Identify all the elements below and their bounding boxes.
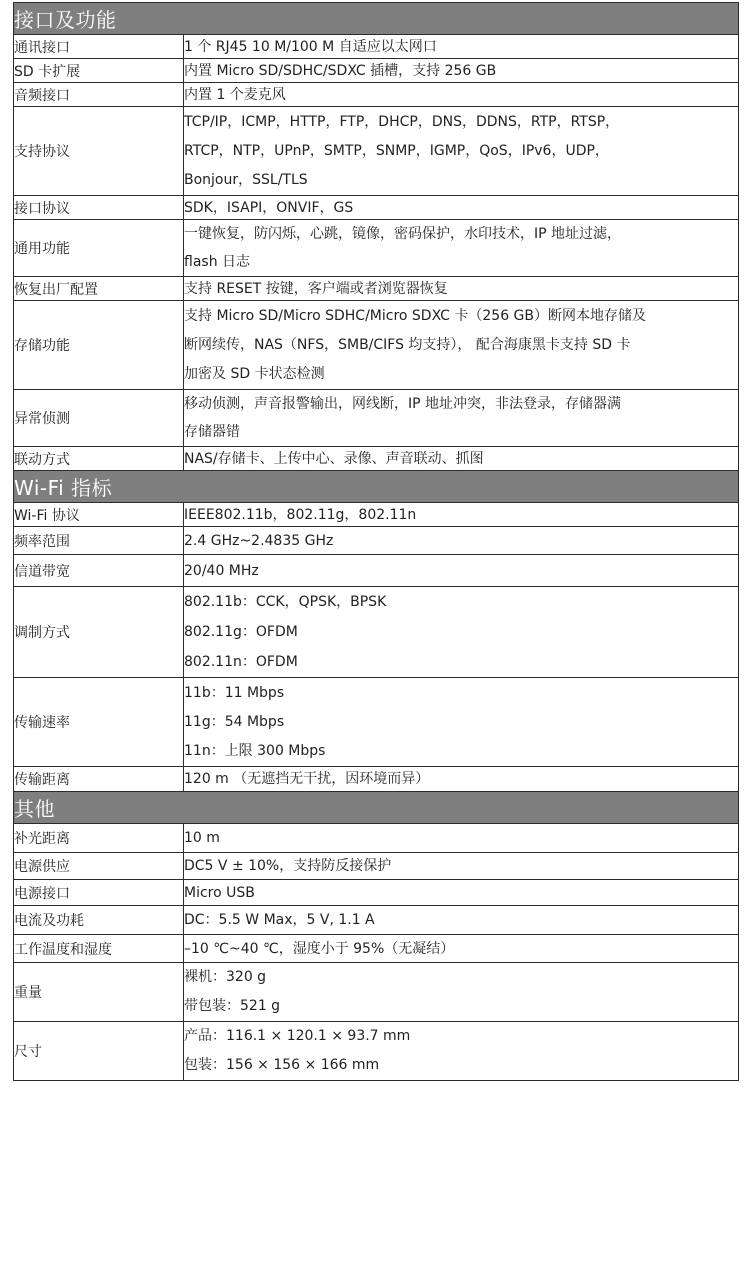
spec-value-line: 支持 RESET 按键，客户端或者浏览器恢复 xyxy=(184,280,448,297)
spec-row xyxy=(14,880,739,906)
spec-row xyxy=(14,906,739,935)
section-title: Wi-Fi 指标 xyxy=(14,471,739,503)
spec-value xyxy=(184,906,739,935)
spec-label: Wi-Fi 协议 xyxy=(14,503,184,527)
spec-value xyxy=(184,196,739,220)
spec-value-line: DC：5.5 W Max，5 V, 1.1 A xyxy=(184,911,375,928)
spec-value xyxy=(184,555,739,587)
spec-value-line: 1 个 RJ45 10 M/100 M 自适应以太网口 xyxy=(184,38,437,55)
spec-value xyxy=(184,301,739,390)
spec-value xyxy=(184,853,739,880)
spec-value-line: IEEE802.11b，802.11g，802.11n xyxy=(184,506,417,523)
spec-row xyxy=(14,277,739,301)
spec-label: 频率范围 xyxy=(14,527,184,555)
spec-value-line: 带包装：521 g xyxy=(184,998,281,1014)
spec-label: 工作温度和湿度 xyxy=(14,935,184,963)
spec-value-line: 存储器错 xyxy=(184,424,240,440)
spec-label: 传输速率 xyxy=(14,678,184,767)
spec-row xyxy=(14,35,739,59)
spec-value-line: 2.4 GHz~2.4835 GHz xyxy=(184,532,334,549)
spec-value xyxy=(184,503,739,527)
spec-value-line: 内置 1 个麦克风 xyxy=(184,86,286,103)
spec-value-line: RTCP，NTP，UPnP，SMTP，SNMP，IGMP，QoS，IPv6，UDP， xyxy=(184,142,609,159)
spec-label: 异常侦测 xyxy=(14,390,184,447)
spec-value-line: 20/40 MHz xyxy=(184,562,259,579)
spec-row xyxy=(14,853,739,880)
spec-row xyxy=(14,824,739,853)
spec-label: 重量 xyxy=(14,963,184,1022)
spec-value-line: 一键恢复，防闪烁，心跳，镜像，密码保护，水印技术，IP 地址过滤， xyxy=(184,226,622,242)
spec-value-line: Micro USB xyxy=(184,884,255,901)
spec-table xyxy=(13,2,739,1081)
spec-row xyxy=(14,390,739,447)
spec-value xyxy=(184,963,739,1022)
spec-row xyxy=(14,83,739,107)
spec-label: 调制方式 xyxy=(14,587,184,678)
spec-value xyxy=(184,1022,739,1081)
spec-value xyxy=(184,935,739,963)
spec-row xyxy=(14,527,739,555)
spec-value xyxy=(184,824,739,853)
spec-value xyxy=(184,678,739,767)
spec-row xyxy=(14,196,739,220)
spec-value xyxy=(184,767,739,792)
spec-value-line: Bonjour，SSL/TLS xyxy=(184,171,308,188)
spec-value-line: flash 日志 xyxy=(184,254,251,270)
spec-value-line: DC5 V ± 10%，支持防反接保护 xyxy=(184,857,392,874)
spec-value-line: 断网续传，NAS（NFS，SMB/CIFS 均支持）， 配合海康黑卡支持 SD 卡 xyxy=(184,336,631,353)
spec-value xyxy=(184,390,739,447)
spec-row xyxy=(14,678,739,767)
spec-row xyxy=(14,935,739,963)
spec-row xyxy=(14,107,739,196)
spec-label: 音频接口 xyxy=(14,83,184,107)
spec-row xyxy=(14,447,739,471)
spec-label: 通讯接口 xyxy=(14,35,184,59)
spec-label: 支持协议 xyxy=(14,107,184,196)
spec-label: 存储功能 xyxy=(14,301,184,390)
section-title: 接口及功能 xyxy=(14,3,739,35)
section-title: 其他 xyxy=(14,792,739,824)
spec-label: 联动方式 xyxy=(14,447,184,471)
spec-value xyxy=(184,107,739,196)
spec-label: 接口协议 xyxy=(14,196,184,220)
section-header-row xyxy=(14,471,739,503)
spec-value-line: 120 m （无遮挡无干扰，因环境而异） xyxy=(184,770,430,787)
spec-value xyxy=(184,59,739,83)
spec-value-line: TCP/IP，ICMP，HTTP，FTP，DHCP，DNS，DDNS，RTP，RTSP， xyxy=(184,113,620,130)
spec-value-line: –10 ℃~40 ℃，湿度小于 95%（无凝结） xyxy=(184,940,455,957)
spec-value-line: 产品：116.1 × 120.1 × 93.7 mm xyxy=(184,1028,411,1044)
spec-label: 电源接口 xyxy=(14,880,184,906)
spec-value-line: 包装：156 × 156 × 166 mm xyxy=(184,1057,380,1073)
spec-value-line: 11b：11 Mbps xyxy=(184,684,285,701)
spec-label: 恢复出厂配置 xyxy=(14,277,184,301)
spec-value-line: 802.11g：OFDM xyxy=(184,624,298,640)
spec-row xyxy=(14,301,739,390)
spec-label: 信道带宽 xyxy=(14,555,184,587)
spec-value xyxy=(184,83,739,107)
spec-value xyxy=(184,35,739,59)
spec-value-line: NAS/存储卡、上传中心、录像、声音联动、抓图 xyxy=(184,450,484,467)
section-header-row xyxy=(14,792,739,824)
spec-value xyxy=(184,277,739,301)
spec-label: 传输距离 xyxy=(14,767,184,792)
section-header-row xyxy=(14,3,739,35)
spec-value xyxy=(184,880,739,906)
spec-label: 补光距离 xyxy=(14,824,184,853)
spec-row xyxy=(14,59,739,83)
spec-row xyxy=(14,555,739,587)
spec-label: 尺寸 xyxy=(14,1022,184,1081)
spec-row xyxy=(14,503,739,527)
spec-value-line: 10 m xyxy=(184,829,220,846)
spec-value xyxy=(184,587,739,678)
spec-row xyxy=(14,1022,739,1081)
spec-value-line: 802.11b：CCK，QPSK，BPSK xyxy=(184,594,387,610)
spec-value-line: 802.11n：OFDM xyxy=(184,654,298,670)
spec-label: 通用功能 xyxy=(14,220,184,277)
spec-label: 电源供应 xyxy=(14,853,184,880)
spec-row xyxy=(14,587,739,678)
spec-value xyxy=(184,220,739,277)
spec-value-line: 11n：上限 300 Mbps xyxy=(184,742,326,759)
spec-value-line: 加密及 SD 卡状态检测 xyxy=(184,365,325,382)
spec-table-body xyxy=(14,3,739,1081)
spec-row xyxy=(14,220,739,277)
spec-value-line: 移动侦测，声音报警输出，网线断，IP 地址冲突，非法登录，存储器满 xyxy=(184,396,622,412)
spec-value-line: 裸机：320 g xyxy=(184,969,267,985)
spec-value xyxy=(184,447,739,471)
spec-row xyxy=(14,767,739,792)
spec-value-line: SDK，ISAPI，ONVIF，GS xyxy=(184,199,354,216)
spec-value xyxy=(184,527,739,555)
spec-value-line: 内置 Micro SD/SDHC/SDXC 插槽，支持 256 GB xyxy=(184,62,497,79)
spec-label: SD 卡扩展 xyxy=(14,59,184,83)
spec-label: 电流及功耗 xyxy=(14,906,184,935)
spec-value-line: 支持 Micro SD/Micro SDHC/Micro SDXC 卡（256 GB）断网本地存储及 xyxy=(184,307,646,324)
spec-row xyxy=(14,963,739,1022)
spec-value-line: 11g：54 Mbps xyxy=(184,713,285,730)
